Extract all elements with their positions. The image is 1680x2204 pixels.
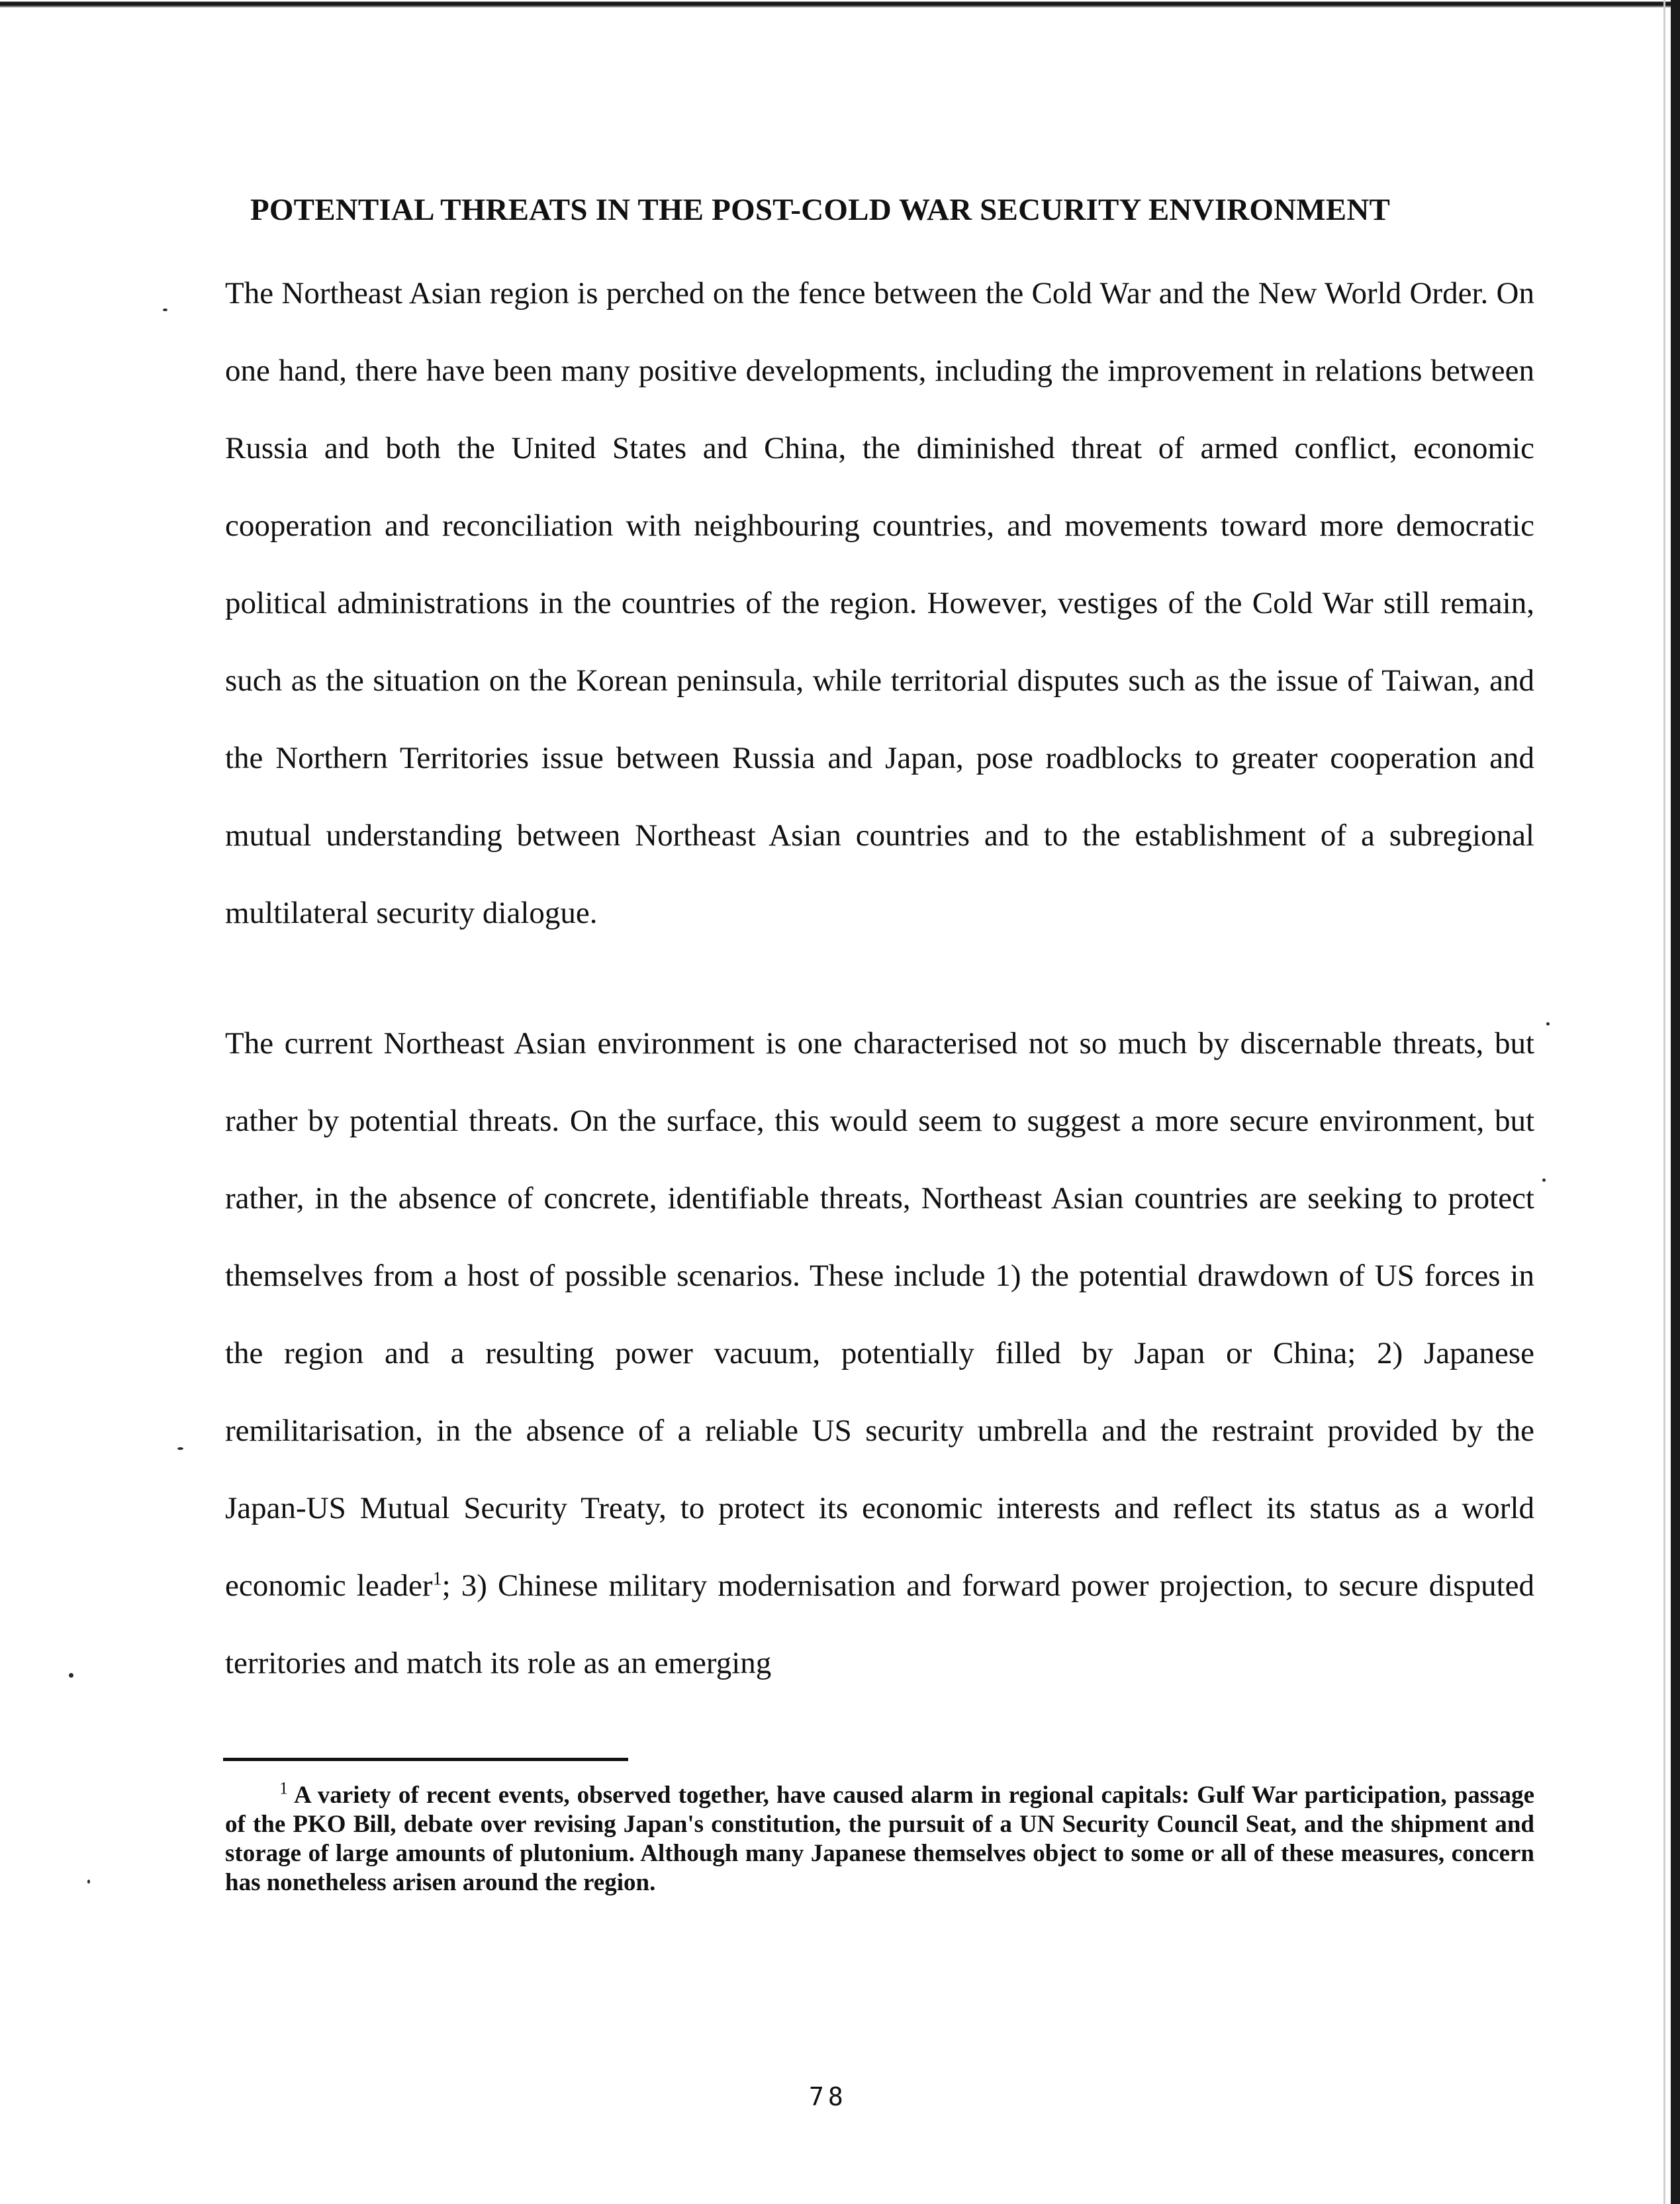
page-number: 78 xyxy=(809,2082,847,2111)
scan-right-edge xyxy=(1671,0,1680,2204)
footnote-text: A variety of recent events, observed together, have caused alarm in regional capitals: Gulf War participation, passage of the PKO Bill, debate over revising Japan's constitution, the pursuit of a UN Security Council Seat, and the shipment and storage of large amounts of plutonium. Although many Japanese themselves object to some or all of these measures, concern has nonetheless arisen around the region. xyxy=(225,1782,1534,1896)
footnote-separator xyxy=(223,1758,628,1761)
footnote xyxy=(225,1778,1534,1897)
body-paragraph-2 xyxy=(225,1005,1534,1702)
paragraph-2-text-before-footnote: The current Northeast Asian environment is one characterised not so much by discernable threats, but rather by potential threats. On the surface, this would seem to suggest a more secure environment, but rather, in the absence of concrete, identifiable threats, Northeast Asian countries are seeking to protect themselves from a host of possible scenarios. These include 1) the potential drawdown of US forces in the region and a resulting power vacuum, potentially filled by Japan or China; 2) Japanese remilitarisation, in the absence of a reliable US security umbrella and the restraint provided by the Japan-US Mutual Security Treaty, to protect its economic interests and reflect its status as a world economic leader xyxy=(225,1026,1534,1603)
scan-speck xyxy=(87,1880,90,1884)
paragraph-2-text-after-footnote: ; 3) Chinese military modernisation and forward power projection, to secure disputed territories and match its role as an emerging xyxy=(225,1568,1534,1680)
body-paragraph-1: The Northeast Asian region is perched on the fence between the Cold War and the New World Order. On one hand, there have been many positive developments, including the improvement in relations between Russia and both the United States and China, the diminished threat of armed conflict, economic cooperation and reconciliation with neighbouring countries, and movements toward more democratic political administrations in the countries of the region. However, vestiges of the Cold War still remain, such as the situation on the Korean peninsula, while territorial disputes such as the issue of Taiwan, and the Northern Territories issue between Russia and Japan, pose roadblocks to greater cooperation and mutual understanding between Northeast Asian countries and to the establishment of a subregional multilateral security dialogue. xyxy=(225,276,1534,930)
scan-speck xyxy=(69,1673,73,1678)
scan-speck xyxy=(1546,1022,1550,1026)
footnote-reference-marker[interactable]: 1 xyxy=(432,1568,442,1590)
scan-top-edge xyxy=(0,0,1680,9)
scan-speck xyxy=(177,1447,183,1450)
page-title: POTENTIAL THREATS IN THE POST-COLD WAR SECURITY ENVIRONMENT xyxy=(250,193,1391,227)
scan-speck xyxy=(1542,1178,1546,1182)
scan-right-edge-shadow xyxy=(1663,0,1665,2204)
footnote-marker: 1 xyxy=(279,1778,288,1798)
scan-speck xyxy=(163,309,167,311)
